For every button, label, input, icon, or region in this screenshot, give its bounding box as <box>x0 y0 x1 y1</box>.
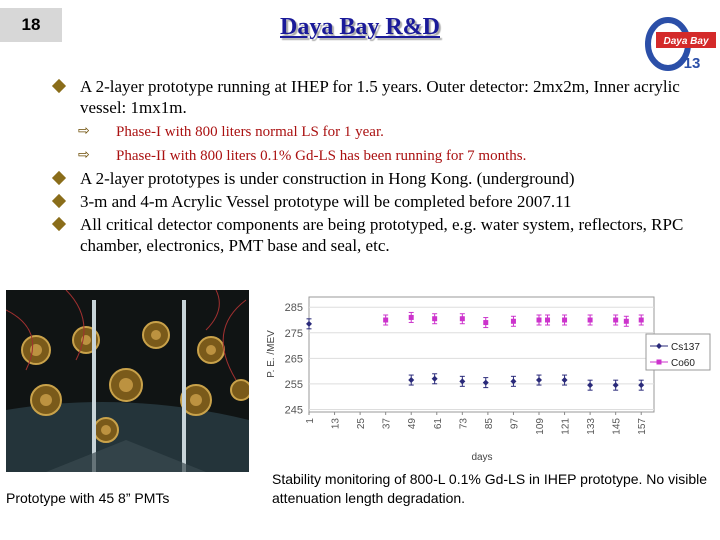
bullet-item <box>52 191 702 212</box>
x-tick-label: 97 <box>509 418 521 430</box>
x-tick-label: 145 <box>611 418 623 435</box>
data-point-co60 <box>588 318 593 323</box>
data-point-co60 <box>432 316 437 321</box>
y-tick-label: 275 <box>284 327 303 340</box>
y-tick-label: 265 <box>284 353 303 366</box>
slide-number: 18 <box>0 8 62 42</box>
legend-label: Co60 <box>671 358 695 369</box>
x-tick-label: 61 <box>432 418 444 430</box>
data-point-co60 <box>562 318 567 323</box>
daya-bay-logo <box>632 10 718 72</box>
x-tick-label: 73 <box>458 418 470 430</box>
sub-bullet-item <box>52 146 702 166</box>
bullet-item <box>52 76 702 118</box>
legend-marker <box>657 360 662 365</box>
x-tick-label: 133 <box>586 418 598 435</box>
data-point-co60 <box>613 318 618 323</box>
data-point-co60 <box>537 318 542 323</box>
data-point-co60 <box>511 319 516 324</box>
sub-bullet-item <box>52 122 702 142</box>
x-tick-label: 37 <box>381 418 393 430</box>
x-tick-label: 49 <box>407 418 419 430</box>
arrow-icon: ⇨ <box>78 124 90 139</box>
legend-label: Cs137 <box>671 342 700 353</box>
logo-number: 13 <box>683 55 701 72</box>
data-point-co60 <box>409 315 414 320</box>
y-axis-label: P. E. /MEV <box>266 330 277 378</box>
x-tick-label: 1 <box>305 418 316 424</box>
bullet-item <box>52 214 702 256</box>
x-tick-label: 121 <box>560 418 572 435</box>
bullet-text: A 2-layer prototype running at IHEP for 1.5 years. Outer detector: 2mx2m, Inner acrylic vessel: 1mx1m. <box>80 77 680 117</box>
bullet-diamond-icon <box>52 217 66 231</box>
slide-title: Daya Bay R&D <box>280 14 440 40</box>
stability-chart <box>262 290 712 465</box>
data-point-co60 <box>545 318 550 323</box>
x-tick-label: 85 <box>483 418 495 430</box>
arrow-icon: ⇨ <box>78 148 90 163</box>
data-point-co60 <box>383 318 388 323</box>
bullet-text: 3-m and 4-m Acrylic Vessel prototype will be completed before 2007.11 <box>80 192 572 211</box>
bullet-list <box>52 76 702 258</box>
data-point-co60 <box>460 316 465 321</box>
sub-bullet-text: Phase-II with 800 liters 0.1% Gd-LS has been running for 7 months. <box>116 148 527 164</box>
bullet-diamond-icon <box>52 171 66 185</box>
bullet-text: A 2-layer prototypes is under construction in Hong Kong. (underground) <box>80 169 575 188</box>
x-axis-label: days <box>471 452 493 463</box>
x-tick-label: 25 <box>356 418 368 430</box>
bullet-diamond-icon <box>52 194 66 208</box>
bullet-text: All critical detector components are being prototyped, e.g. water system, reflectors, RPC chamber, electronics, PMT base and seal, etc. <box>80 215 684 255</box>
x-tick-label: 157 <box>637 418 649 435</box>
sub-bullet-text: Phase-I with 800 liters normal LS for 1 year. <box>116 124 384 140</box>
data-point-co60 <box>639 318 644 323</box>
y-tick-label: 285 <box>284 302 303 315</box>
data-point-co60 <box>483 320 488 325</box>
chart-caption: Stability monitoring of 800-L 0.1% Gd-LS in IHEP prototype. No visible attenuation length degradation. <box>272 471 707 506</box>
x-tick-label: 13 <box>330 418 342 430</box>
prototype-photo <box>6 290 249 472</box>
photo-caption: Prototype with 45 8” PMTs <box>6 490 170 506</box>
bullet-diamond-icon <box>52 79 66 93</box>
data-point-co60 <box>624 319 629 324</box>
plot-area <box>309 297 654 412</box>
x-tick-label: 109 <box>535 418 546 435</box>
bullet-item <box>52 168 702 189</box>
logo-text: Daya Bay <box>663 36 709 47</box>
y-tick-label: 245 <box>284 404 303 417</box>
y-tick-label: 255 <box>284 378 303 391</box>
